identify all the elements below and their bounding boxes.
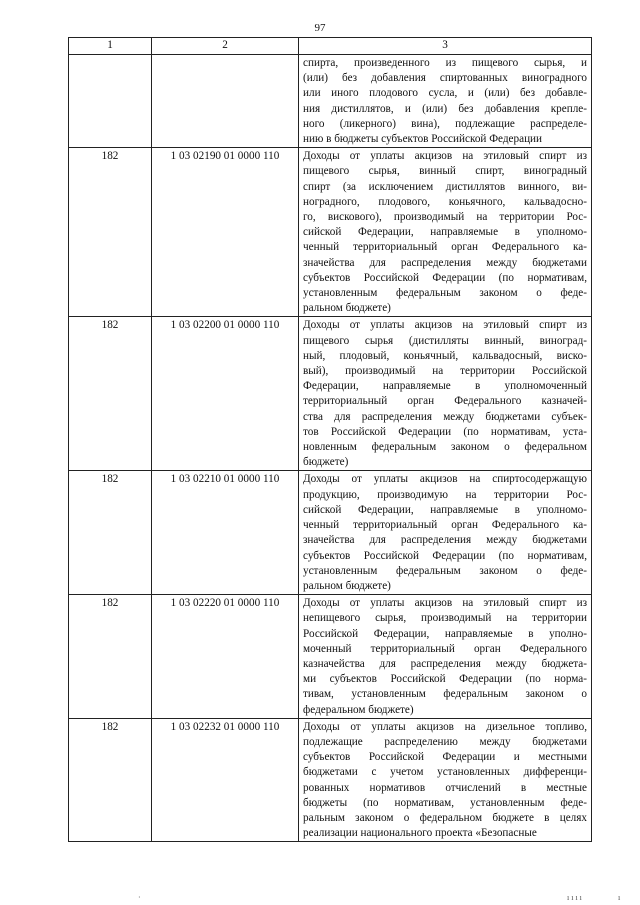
description-line: тивам, установленным федеральным законом о xyxy=(303,688,587,701)
description-line: Доходы от уплаты акцизов на спиртосодержащую xyxy=(303,473,587,486)
description-line: подлежащие распределению между бюджетами xyxy=(303,735,587,748)
budget-code-cell: 1 03 02220 01 0000 110 xyxy=(152,595,299,719)
description-line: Доходы от уплаты акцизов на этиловый спирт из xyxy=(303,150,587,163)
column-header-2: 2 xyxy=(152,38,299,55)
description-cell xyxy=(299,471,592,595)
budget-code-cell: 1 03 02190 01 0000 110 xyxy=(152,148,299,317)
description-line: бюджете) xyxy=(303,456,349,469)
description-line: субъектов Российской Федерации (по нормативам, xyxy=(303,271,587,284)
description-line: Доходы от уплаты акцизов на этиловый спирт из xyxy=(303,597,587,610)
description-line: новленным федеральным законом о федеральном xyxy=(303,441,587,454)
description-cell xyxy=(299,317,592,471)
description-line: сийской Федерации, направляемые в уполномо- xyxy=(303,226,587,239)
scan-mark-left: · xyxy=(138,893,141,902)
description-line: го, вискового), производимый на территории Рос- xyxy=(303,211,587,224)
description-line: спирта, произведенного из пищевого сырья, и xyxy=(303,57,587,69)
description-line: территориальный орган Федерального казначей- xyxy=(303,395,587,408)
description-line: ральном бюджете) xyxy=(303,579,391,592)
scan-mark-right: ı ı ı ı xyxy=(567,893,582,902)
description-line: бюджеты (по нормативам, установленным феде- xyxy=(303,796,587,809)
description-line: пищевого сырья (дистилляты винный, виноград- xyxy=(303,334,587,347)
description-line: субъектов Российской Федерации и местными xyxy=(303,751,587,764)
admin-code-cell: 182 xyxy=(69,471,152,595)
description-line: ми субъектов Российской Федерации (по норма- xyxy=(303,673,587,686)
admin-code-cell: 182 xyxy=(69,148,152,317)
description-line: ченный территориальный орган Федерального ка- xyxy=(303,241,587,254)
description-line: моченный территориальный орган Федерального xyxy=(303,642,587,655)
description-line: (или) без добавления спиртованных виноградного xyxy=(303,72,587,85)
table-body xyxy=(69,55,592,842)
budget-code-cell: 1 03 02200 01 0000 110 xyxy=(152,317,299,471)
column-header-3: 3 xyxy=(299,38,592,55)
description-line: ного (ликерного) вина), подлежащие распределе- xyxy=(303,117,587,130)
description-line: Российской Федерации, направляемые в уполно- xyxy=(303,627,587,640)
description-line: тов Российской Федерации (по нормативам, уста- xyxy=(303,425,587,438)
admin-code-cell xyxy=(69,55,152,148)
description-line: Федерации, направляемые в уполномоченный xyxy=(303,380,587,393)
budget-code-cell: 1 03 02232 01 0000 110 xyxy=(152,718,299,842)
admin-code-cell: 182 xyxy=(69,595,152,719)
description-line: Доходы от уплаты акцизов на этиловый спирт из xyxy=(303,319,587,332)
description-line: ноградного, плодового, коньячного, кальвадосно- xyxy=(303,195,587,208)
description-cell xyxy=(299,718,592,842)
description-line: Доходы от уплаты акцизов на дизельное топливо, xyxy=(303,720,587,733)
description-line: ния дистиллятов, и (или) без добавления крепле- xyxy=(303,102,587,115)
description-line: реализации национального проекта «Безопасные xyxy=(303,827,537,840)
description-line: вый), производимый на территории Российской xyxy=(303,365,587,378)
table-row xyxy=(69,718,592,842)
description-line: сийской Федерации, направляемые в уполномо- xyxy=(303,503,587,516)
description-line: установленным федеральным законом о феде- xyxy=(303,287,587,300)
description-line: ства для распределения между бюджетами субъек- xyxy=(303,410,587,423)
page-number: 97 xyxy=(314,22,326,34)
scan-mark-far-right: ı xyxy=(618,893,621,902)
description-line: субъектов Российской Федерации (по нормативам, xyxy=(303,549,587,562)
budget-code-cell xyxy=(152,55,299,148)
description-line: федеральном бюджете) xyxy=(303,703,414,716)
description-cell xyxy=(299,55,592,148)
description-line: пищевого сырья, винный спирт, виноградный xyxy=(303,165,587,178)
table-row xyxy=(69,471,592,595)
description-line: ральным законом о федеральном бюджете в целях xyxy=(303,811,587,824)
description-line: непищевого сырья, производимый на территории xyxy=(303,612,587,625)
description-line: спирт (за исключением дистиллятов винного, ви- xyxy=(303,180,587,193)
description-line: продукцию, производимую на территории Рос- xyxy=(303,488,587,501)
admin-code-cell: 182 xyxy=(69,317,152,471)
description-line: рованных нормативов отчислений в местные xyxy=(303,781,587,794)
table-row xyxy=(69,55,592,148)
description-line: или иного плодового сусла, и (или) без добавле- xyxy=(303,87,587,100)
description-cell xyxy=(299,595,592,719)
table-row xyxy=(69,317,592,471)
admin-code-cell: 182 xyxy=(69,718,152,842)
description-line: ченный территориальный орган Федерального ка- xyxy=(303,519,587,532)
description-line: ральном бюджете) xyxy=(303,302,391,315)
description-line: установленным федеральным законом о феде- xyxy=(303,564,587,577)
description-line: значейства для распределения между бюджетами xyxy=(303,256,587,269)
description-line: нию в бюджеты субъектов Российской Федерации xyxy=(303,133,543,146)
column-header-1: 1 xyxy=(69,38,152,55)
table-row xyxy=(69,148,592,317)
description-line: значейства для распределения между бюджетами xyxy=(303,534,587,547)
budget-code-cell: 1 03 02210 01 0000 110 xyxy=(152,471,299,595)
description-line: казначейства для распределения между бюджета- xyxy=(303,657,587,670)
description-line: ный, плодовый, коньячный, кальвадосный, виско- xyxy=(303,349,587,362)
description-line: бюджетами с учетом установленных дифференци- xyxy=(303,766,587,779)
table-header-row xyxy=(69,38,592,55)
description-cell xyxy=(299,148,592,317)
income-codes-table xyxy=(68,37,592,842)
table-row xyxy=(69,595,592,719)
